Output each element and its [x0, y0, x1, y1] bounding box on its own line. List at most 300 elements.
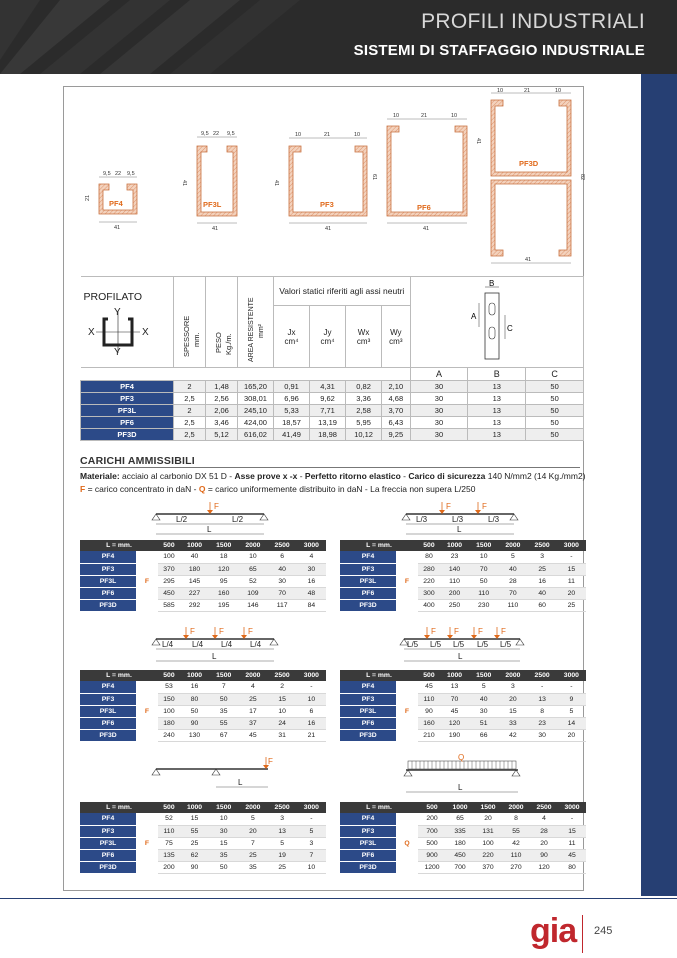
profile-value-cell: 50	[526, 381, 584, 393]
profile-value-cell: 13,19	[310, 417, 346, 429]
profile-name-cell: PF4	[340, 813, 396, 825]
load-value-cell: 16	[528, 575, 557, 587]
load-value-cell: 110	[440, 575, 469, 587]
pf3l-dim-height: 41	[181, 180, 187, 187]
length-column-header: 1500	[469, 540, 498, 551]
load-value-cell: 30	[268, 575, 297, 587]
load-row	[340, 588, 586, 600]
svg-text:SPESSORE: SPESSORE	[181, 315, 191, 357]
length-column-header: 2000	[238, 540, 267, 551]
load-value-cell: 120	[530, 862, 558, 874]
load-row	[340, 563, 586, 575]
load-value-cell: 150	[158, 693, 180, 705]
length-column-header: 2000	[498, 540, 527, 551]
wy-header: Wy	[390, 327, 402, 337]
load-value-cell: 230	[469, 600, 498, 612]
profile-value-cell: 13	[468, 429, 526, 441]
diagram-quarter-load	[150, 627, 280, 665]
load-row	[80, 850, 326, 862]
profile-value-cell: 2,10	[382, 381, 410, 393]
profile-value-cell: 13	[468, 417, 526, 429]
profile-value-cell: 50	[526, 417, 584, 429]
load-value-cell: 25	[238, 693, 267, 705]
load-value-cell: 15	[558, 825, 586, 837]
load-value-cell: 25	[528, 563, 557, 575]
load-value-cell: 35	[209, 705, 238, 717]
load-value-cell: 10	[469, 551, 498, 563]
fifth-force1: F	[431, 627, 436, 636]
fifth-force3: F	[478, 627, 483, 636]
load-value-cell: 4	[297, 551, 326, 563]
spessore-header	[175, 281, 205, 361]
profile-value-cell: 616,02	[238, 429, 274, 441]
svg-text:Kg./m.: Kg./m.	[223, 333, 233, 355]
load-type-letter: F	[136, 551, 158, 612]
load-value-cell: 300	[418, 588, 440, 600]
profile-name-cell: PF3D	[340, 862, 396, 874]
load-value-cell: 180	[446, 837, 474, 849]
load-row	[340, 730, 586, 742]
f-text: = carico concentrato in daN -	[85, 484, 199, 494]
load-value-cell: 14	[557, 718, 586, 730]
load-value-cell: 110	[158, 825, 180, 837]
profile-specs-table	[80, 276, 584, 446]
material-notes	[80, 470, 586, 496]
load-value-cell: 45	[440, 705, 469, 717]
load-value-cell: 210	[418, 730, 440, 742]
load-value-cell: 5	[268, 837, 297, 849]
load-value-cell: 100	[474, 837, 502, 849]
load-value-cell: 7	[238, 837, 267, 849]
load-row	[340, 681, 586, 693]
load-value-cell: 31	[268, 730, 297, 742]
pf4-dim-left: 9,5	[103, 171, 111, 177]
load-value-cell: 5	[238, 813, 267, 825]
load-value-cell: 65	[446, 813, 474, 825]
length-column-header: 2500	[268, 802, 297, 813]
peso-header	[207, 281, 237, 361]
load-value-cell: 13	[440, 681, 469, 693]
load-value-cell: 10	[297, 862, 326, 874]
profile-name-cell: PF3L	[340, 575, 396, 587]
pf3d-dim-left: 10	[497, 88, 504, 94]
load-row	[80, 681, 326, 693]
profile-value-cell: 0,91	[274, 381, 310, 393]
load-value-cell: 53	[158, 681, 180, 693]
length-column-header: 2000	[238, 670, 267, 681]
profile-value-cell: 3,36	[346, 393, 382, 405]
load-value-cell: 5	[498, 551, 527, 563]
load-value-cell: 100	[158, 705, 180, 717]
profile-value-cell: 0,82	[346, 381, 382, 393]
load-value-cell: 7	[297, 850, 326, 862]
load-value-cell: 51	[469, 718, 498, 730]
length-column-header: 2500	[528, 670, 557, 681]
profile-value-cell: 50	[526, 393, 584, 405]
load-value-cell: 70	[469, 563, 498, 575]
profile-value-cell: 6,43	[382, 417, 410, 429]
load-value-cell: 42	[498, 730, 527, 742]
load-value-cell: 80	[558, 862, 586, 874]
pf3l-dim-mid: 22	[213, 131, 220, 137]
load-value-cell: 220	[474, 850, 502, 862]
profile-value-cell: 2	[174, 405, 206, 417]
load-value-cell: 130	[180, 730, 209, 742]
load-value-cell: 100	[158, 551, 180, 563]
pf3d-dim-mid: 21	[524, 88, 531, 94]
third-seg1: L/3	[416, 515, 428, 524]
load-value-cell: -	[528, 681, 557, 693]
profile-row	[81, 405, 584, 417]
load-row	[340, 551, 586, 563]
load-value-cell: 15	[268, 693, 297, 705]
load-value-cell: 131	[474, 825, 502, 837]
load-row	[340, 718, 586, 730]
cantilever-total: L	[238, 778, 243, 787]
load-value-cell: 20	[557, 588, 586, 600]
quarter-seg4: L/4	[250, 640, 262, 649]
load-value-cell: 7	[209, 681, 238, 693]
profile-row	[81, 381, 584, 393]
load-table-fifth	[340, 670, 586, 742]
load-value-cell: 25	[238, 850, 267, 862]
fifth-seg2: L/5	[430, 640, 442, 649]
load-value-cell: 146	[238, 600, 267, 612]
load-value-cell: 95	[209, 575, 238, 587]
profile-name-cell: PF3L	[81, 405, 174, 417]
profile-name-cell: PF3L	[340, 837, 396, 849]
profile-name-cell: PF6	[340, 588, 396, 600]
length-column-header: 2000	[238, 802, 267, 813]
pf4-dim-height: 21	[85, 194, 91, 201]
length-column-header: 3000	[557, 670, 586, 681]
load-value-cell: 110	[418, 693, 440, 705]
load-value-cell: 10	[209, 813, 238, 825]
length-column-header: 1000	[180, 802, 209, 813]
load-value-cell: 70	[440, 693, 469, 705]
load-table-half	[80, 540, 326, 612]
load-value-cell: 450	[158, 588, 180, 600]
load-value-cell: 500	[418, 837, 446, 849]
profile-name-cell: PF3	[340, 563, 396, 575]
pf6-label: PF6	[417, 203, 431, 212]
carichi-divider	[80, 467, 580, 468]
fifth-force2: F	[454, 627, 459, 636]
profile-value-cell: 245,10	[238, 405, 274, 417]
load-value-cell: 117	[268, 600, 297, 612]
load-value-cell: 109	[238, 588, 267, 600]
footer-separator	[582, 915, 583, 953]
profile-name-cell: PF3	[340, 825, 396, 837]
half-total: L	[207, 525, 212, 534]
pf3d-dim-half: 41	[475, 138, 481, 145]
load-row	[80, 551, 326, 563]
profile-name-cell: PF3L	[340, 705, 396, 717]
load-value-cell: -	[297, 681, 326, 693]
quarter-force2: F	[219, 627, 224, 636]
load-value-cell: 1200	[418, 862, 446, 874]
load-value-cell: 25	[557, 600, 586, 612]
sep1: -	[297, 471, 305, 481]
load-type-letter: Q	[396, 813, 418, 874]
load-value-cell: 10	[238, 551, 267, 563]
load-value-cell: 30	[469, 705, 498, 717]
pf3d-dim-right: 10	[555, 88, 562, 94]
profile-value-cell: 13	[468, 393, 526, 405]
pf3l-dim-width: 41	[212, 226, 219, 232]
jx-header: Jx	[287, 327, 296, 337]
load-type-letter: F	[136, 681, 158, 742]
dim-c-label: C	[506, 324, 513, 333]
load-value-cell: 8	[528, 705, 557, 717]
load-value-cell: 50	[469, 575, 498, 587]
ritorno-text: Perfetto ritorno elastico	[304, 471, 401, 481]
profile-name-cell: PF3D	[81, 429, 174, 441]
length-column-header: 500	[418, 670, 440, 681]
length-column-header: 1500	[474, 802, 502, 813]
load-value-cell: 52	[158, 813, 180, 825]
load-value-cell: 20	[557, 730, 586, 742]
load-value-cell: 227	[180, 588, 209, 600]
mat-label: Materiale:	[80, 471, 120, 481]
diagram-third-load	[400, 502, 520, 538]
length-column-header: 1500	[209, 670, 238, 681]
load-value-cell: 700	[418, 825, 446, 837]
uniform-total: L	[458, 783, 463, 792]
load-value-cell: 4	[238, 681, 267, 693]
load-value-cell: 5	[469, 681, 498, 693]
load-row	[80, 837, 326, 849]
half-seg2: L/2	[232, 515, 244, 524]
assi-text: Asse prove x -x	[234, 471, 298, 481]
load-value-cell: 17	[238, 705, 267, 717]
pf3-dim-left: 10	[295, 132, 302, 138]
gia-logo: gia	[530, 912, 577, 950]
profile-value-cell: 18,57	[274, 417, 310, 429]
drawing-pf3d	[475, 88, 585, 263]
profile-name-cell: PF3	[80, 563, 136, 575]
load-value-cell: 16	[180, 681, 209, 693]
profile-name-cell: PF3D	[80, 730, 136, 742]
load-value-cell: 90	[180, 718, 209, 730]
profile-name-cell: PF3L	[80, 837, 136, 849]
load-value-cell: 33	[498, 718, 527, 730]
load-value-cell: 42	[502, 837, 530, 849]
load-row	[340, 825, 586, 837]
load-value-cell: 270	[502, 862, 530, 874]
length-column-header: 500	[418, 802, 446, 813]
dimension-drawing	[419, 279, 575, 363]
load-value-cell: 5	[557, 705, 586, 717]
pf4-dim-width: 41	[114, 225, 121, 231]
load-value-cell: 280	[418, 563, 440, 575]
load-value-cell: 50	[180, 705, 209, 717]
pf3-dim-right: 10	[354, 132, 361, 138]
col-a-header: A	[410, 368, 468, 381]
load-value-cell: 28	[498, 575, 527, 587]
load-value-cell: 195	[209, 600, 238, 612]
fifth-seg1: L/5	[407, 640, 419, 649]
length-header: L = mm.	[340, 802, 418, 813]
profile-name-cell: PF6	[80, 850, 136, 862]
length-column-header: 1000	[440, 540, 469, 551]
profile-value-cell: 6,96	[274, 393, 310, 405]
load-value-cell: 140	[440, 563, 469, 575]
pf3d-dim-width: 41	[525, 257, 532, 263]
load-value-cell: 80	[180, 693, 209, 705]
pf3d-dim-height: 82	[579, 174, 585, 181]
profile-value-cell: 3,70	[382, 405, 410, 417]
load-value-cell: 700	[446, 862, 474, 874]
load-type-letter: F	[396, 681, 418, 742]
q-text: = carico uniformemente distribuito in daN - La freccia non supera L/250	[205, 484, 476, 494]
length-column-header: 500	[158, 802, 180, 813]
load-row	[80, 718, 326, 730]
load-value-cell: 84	[297, 600, 326, 612]
profile-name-cell: PF3D	[80, 600, 136, 612]
load-value-cell: 55	[209, 718, 238, 730]
pf3-dim-width: 41	[325, 226, 332, 232]
pf3d-label: PF3D	[519, 159, 539, 168]
dim-b-label: B	[488, 279, 495, 288]
length-column-header: 500	[418, 540, 440, 551]
load-value-cell: 20	[474, 813, 502, 825]
jy-unit: cm⁴	[320, 336, 335, 346]
load-value-cell: 30	[297, 563, 326, 575]
pf3-dim-height: 41	[273, 180, 279, 187]
load-value-cell: 90	[418, 705, 440, 717]
load-value-cell: 90	[180, 862, 209, 874]
load-value-cell: 24	[268, 718, 297, 730]
carichi-title: CARICHI AMMISSIBILI	[80, 455, 195, 467]
load-row	[80, 600, 326, 612]
wx-header: Wx	[357, 327, 370, 337]
drawing-pf3l	[181, 131, 237, 232]
profile-name-cell: PF3L	[80, 705, 136, 717]
drawing-pf4	[85, 171, 137, 231]
half-force: F	[214, 502, 219, 511]
load-value-cell: 10	[268, 705, 297, 717]
load-value-cell: 21	[297, 730, 326, 742]
profile-value-cell: 5,95	[346, 417, 382, 429]
load-value-cell: 40	[498, 563, 527, 575]
length-column-header: 3000	[297, 670, 326, 681]
load-value-cell: 10	[297, 693, 326, 705]
load-value-cell: 450	[446, 850, 474, 862]
third-total: L	[457, 525, 462, 534]
profile-row	[81, 417, 584, 429]
length-column-header: 500	[158, 670, 180, 681]
load-value-cell: 900	[418, 850, 446, 862]
profile-row	[81, 429, 584, 441]
load-value-cell: 65	[238, 563, 267, 575]
load-value-cell: 135	[158, 850, 180, 862]
load-value-cell: 11	[557, 575, 586, 587]
load-value-cell: 16	[297, 718, 326, 730]
load-type-letter: F	[136, 813, 158, 874]
sicurezza-value: 140 N/mm2 (14 Kg./mm2)	[485, 471, 586, 481]
load-value-cell: 180	[180, 563, 209, 575]
load-value-cell: 70	[498, 588, 527, 600]
axis-x-right: X	[141, 327, 149, 338]
load-row	[340, 705, 586, 717]
valori-header: Valori statici riferiti agli assi neutri	[274, 277, 411, 306]
axis-y-top: Y	[113, 307, 121, 318]
profile-value-cell: 308,01	[238, 393, 274, 405]
profile-drawings	[63, 86, 584, 276]
pf3-label: PF3	[320, 200, 334, 209]
quarter-force1: F	[190, 627, 195, 636]
profile-name-cell: PF3	[80, 825, 136, 837]
profile-name-cell: PF4	[81, 381, 174, 393]
load-value-cell: 45	[238, 730, 267, 742]
profile-value-cell: 2,58	[346, 405, 382, 417]
profile-value-cell: 2,06	[206, 405, 238, 417]
length-column-header: 500	[158, 540, 180, 551]
load-row	[340, 693, 586, 705]
load-value-cell: 15	[209, 837, 238, 849]
load-value-cell: 11	[558, 837, 586, 849]
profile-value-cell: 9,62	[310, 393, 346, 405]
diagram-half-load	[150, 502, 270, 538]
load-value-cell: 9	[557, 693, 586, 705]
fifth-total: L	[458, 652, 463, 661]
load-row	[340, 850, 586, 862]
profilato-label: PROFILATO	[83, 291, 143, 303]
profile-name-cell: PF3	[81, 393, 174, 405]
profile-name-cell: PF4	[80, 813, 136, 825]
profile-value-cell: 18,98	[310, 429, 346, 441]
profile-value-cell: 1,48	[206, 381, 238, 393]
fifth-seg4: L/5	[477, 640, 489, 649]
load-value-cell: 6	[268, 551, 297, 563]
length-column-header: 1500	[209, 802, 238, 813]
load-value-cell: 30	[528, 730, 557, 742]
load-row	[80, 705, 326, 717]
length-column-header: 2000	[502, 802, 530, 813]
load-value-cell: 35	[209, 850, 238, 862]
load-row	[340, 837, 586, 849]
load-value-cell: 292	[180, 600, 209, 612]
quarter-force3: F	[248, 627, 253, 636]
load-value-cell: 52	[238, 575, 267, 587]
profile-value-cell: 5,33	[274, 405, 310, 417]
pf6-dim-height: 61	[371, 174, 377, 181]
load-row	[340, 575, 586, 587]
length-column-header: 3000	[557, 540, 586, 551]
profile-value-cell: 50	[526, 405, 584, 417]
length-header: L = mm.	[340, 670, 418, 681]
load-row	[80, 575, 326, 587]
load-value-cell: 67	[209, 730, 238, 742]
length-header: L = mm.	[80, 540, 158, 551]
load-row	[80, 693, 326, 705]
length-header: L = mm.	[80, 670, 158, 681]
load-value-cell: -	[558, 813, 586, 825]
fifth-seg3: L/5	[453, 640, 465, 649]
load-value-cell: 45	[558, 850, 586, 862]
load-type-letter: F	[396, 551, 418, 612]
profile-value-cell: 30	[410, 417, 468, 429]
svg-text:mm²: mm²	[257, 324, 265, 338]
load-value-cell: 75	[158, 837, 180, 849]
profile-value-cell: 4,68	[382, 393, 410, 405]
load-value-cell: 585	[158, 600, 180, 612]
load-value-cell: 370	[474, 862, 502, 874]
mat-text: acciaio al carbonio DX 51 D -	[119, 471, 235, 481]
length-column-header: 1500	[209, 540, 238, 551]
load-value-cell: 18	[209, 551, 238, 563]
